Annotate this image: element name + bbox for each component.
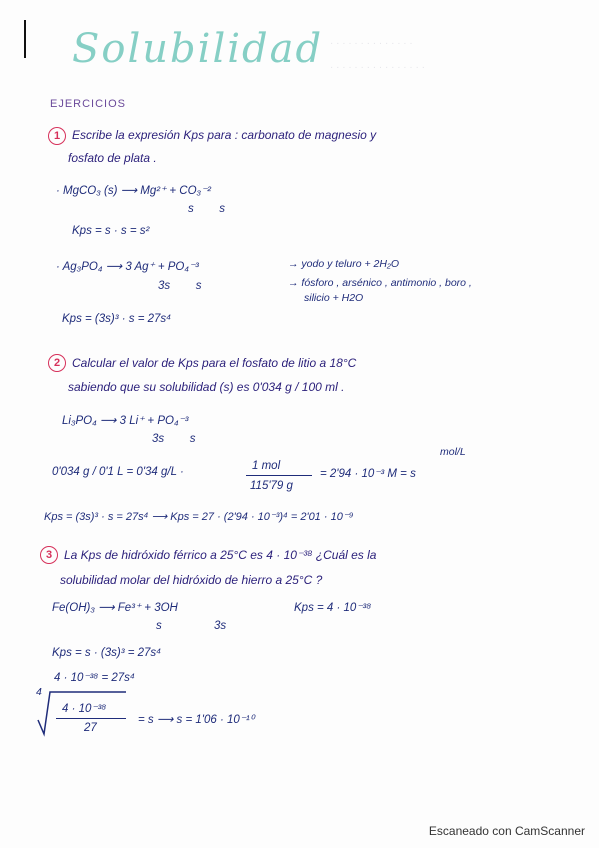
reaction-feoh3-s: s — [156, 620, 162, 632]
exercise-2-statement-line-2: sabiendo que su solubilidad (s) es 0'034 g / 100 ml . — [68, 380, 345, 394]
reaction-feoh3-3s: 3s — [214, 620, 227, 632]
reaction-mgco3-s: s s — [188, 203, 226, 215]
exercise-number-badge: 1 — [48, 127, 66, 145]
fraction-numerator: 1 mol — [252, 460, 281, 472]
kps-ag3po4: Kps = (3s)³ · s = 27s⁴ — [62, 313, 172, 325]
root-index: 4 — [36, 686, 42, 698]
fraction-denominator: 115'79 g — [250, 480, 293, 492]
exercise-3-statement-line-2: solubilidad molar del hidróxido de hierro a 25°C ? — [60, 573, 323, 587]
exercise-3-statement-line-1: La Kps de hidróxido férrico a 25°C es 4 · 10⁻³⁸ ¿Cuál es la — [64, 548, 377, 562]
page-title: Solubilidad — [72, 26, 324, 72]
kps-mgco3: Kps = s · s = s² — [72, 225, 150, 237]
reaction-feoh3: Fe(OH)₃ ⟶ Fe³⁺ + 3OH — [52, 602, 178, 614]
side-note-line-3: silicio + H2O — [304, 292, 364, 304]
solubility-calc-left: 0'034 g / 0'1 L = 0'34 g/L · — [52, 466, 184, 478]
section-heading: EJERCICIOS — [50, 98, 127, 110]
reaction-li3po4-s: 3s s — [152, 433, 196, 445]
exercise-2-statement-line-1: Calcular el valor de Kps para el fosfato de litio a 18°C — [72, 356, 357, 370]
reaction-li3po4: Li₃PO₄ ⟶ 3 Li⁺ + PO₄⁻³ — [62, 415, 189, 427]
margin-mark — [24, 20, 26, 58]
fraction-bar — [246, 475, 312, 476]
side-note-line-1: → yodo y teluro + 2H₂O — [288, 258, 400, 270]
root-denominator: 27 — [84, 722, 97, 734]
solubility-final-result: = s ⟶ s = 1'06 · 10⁻¹⁰ — [138, 714, 255, 726]
reaction-mgco3: · MgCO₃ (s) ⟶ Mg²⁺ + CO₃⁻² — [56, 185, 211, 197]
exercise-1-statement-line-2: fosfato de plata . — [68, 151, 157, 165]
kps-given: Kps = 4 · 10⁻³⁸ — [294, 602, 372, 614]
exercise-number-badge: 3 — [40, 546, 58, 564]
solubility-result: = 2'94 · 10⁻³ M = s — [320, 468, 416, 480]
root-fraction-bar — [56, 718, 126, 719]
bleed-through-text: · · · · · · · · · · · · · · — [330, 38, 413, 49]
kps-feoh3-equation: 4 · 10⁻³⁸ = 27s⁴ — [54, 672, 135, 684]
side-note-line-2: → fósforo , arsénico , antimonio , boro , — [288, 277, 472, 289]
reaction-ag3po4-s: 3s s — [158, 280, 202, 292]
kps-feoh3-expression: Kps = s · (3s)³ = 27s⁴ — [52, 647, 162, 659]
kps-li3po4: Kps = (3s)³ · s = 27s⁴ ⟶ Kps = 27 · (2'94 · 10⁻³)⁴ = 2'01 · 10⁻⁹ — [44, 511, 354, 523]
exercise-1-statement-line-1: Escribe la expresión Kps para : carbonato de magnesio y — [72, 128, 377, 142]
bleed-through-text: · · · · · · · · · · · · · · · · — [330, 62, 425, 73]
scanner-watermark: Escaneado con CamScanner — [428, 824, 585, 838]
root-numerator: 4 · 10⁻³⁸ — [62, 703, 107, 715]
reaction-ag3po4: · Ag₃PO₄ ⟶ 3 Ag⁺ + PO₄⁻³ — [56, 261, 199, 273]
unit-annotation: mol/L — [440, 446, 466, 458]
exercise-number-badge: 2 — [48, 354, 66, 372]
